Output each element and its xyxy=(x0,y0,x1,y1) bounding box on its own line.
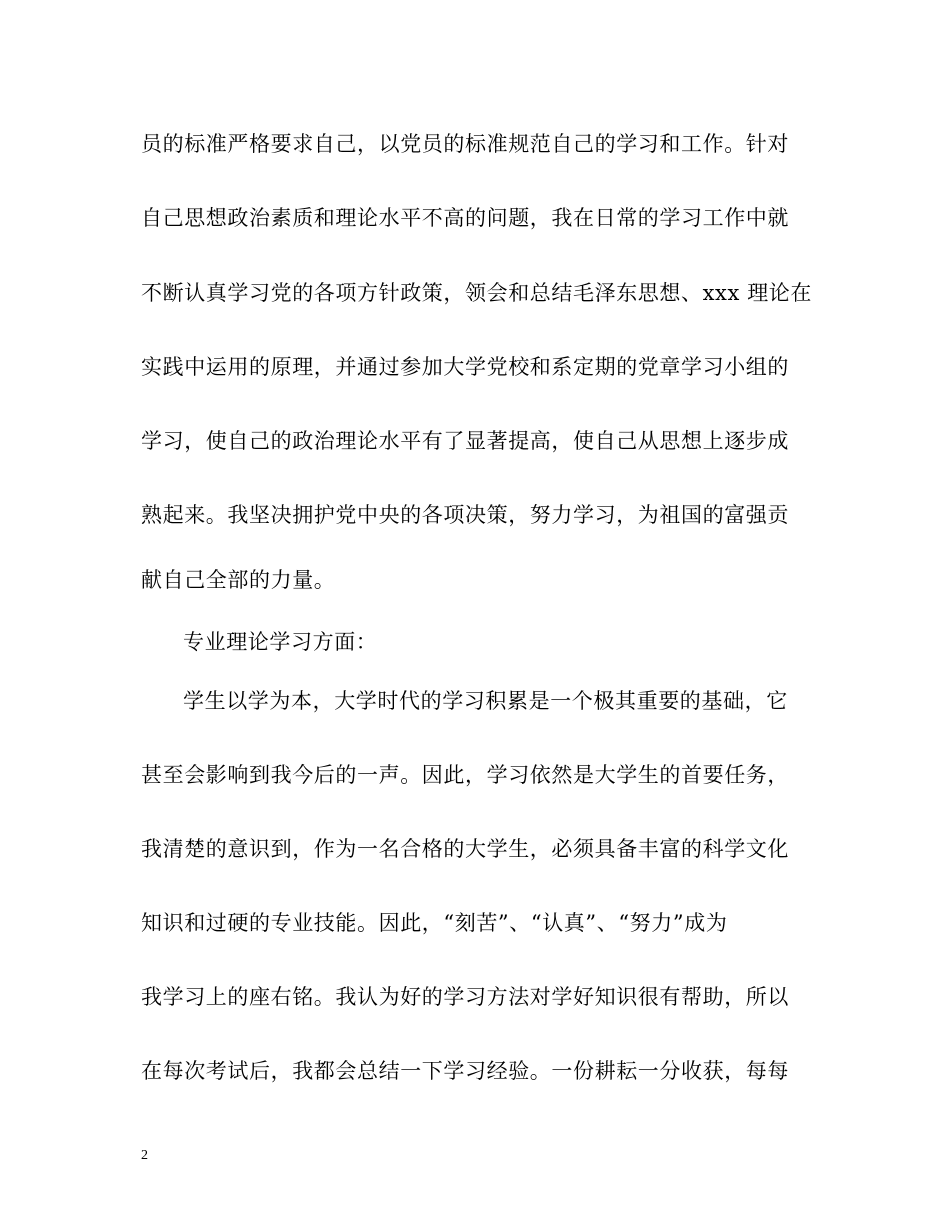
paragraph-line: 自己思想政治素质和理论水平不高的问题，我在日常的学习工作中就 xyxy=(141,206,789,230)
paragraph-line: 献自己全部的力量。 xyxy=(141,568,336,592)
paragraph-line: 熟起来。我坚决拥护党中央的各项决策，努力学习，为祖国的富强贡 xyxy=(141,503,789,527)
paragraph-line: 学生以学为本，大学时代的学习积累是一个极其重要的基础，它 xyxy=(183,689,788,713)
paragraph-line: 知识和过硬的专业技能。因此，“刻苦”、“认真”、“努力”成为 xyxy=(141,911,728,935)
paragraph-line: 学习，使自己的政治理论水平有了显著提高，使自己从思想上逐步成 xyxy=(141,429,789,453)
section-heading: 专业理论学习方面： xyxy=(183,630,378,654)
paragraph-line: 在每次考试后，我都会总结一下学习经验。一份耕耘一分收获，每每 xyxy=(141,1059,789,1083)
paragraph-line: 不断认真学习党的各项方针政策，领会和总结毛泽东思想、xxx 理论在 xyxy=(141,281,813,305)
paragraph-line: 甚至会影响到我今后的一声。因此，学习依然是大学生的首要任务， xyxy=(141,763,789,787)
paragraph-line: 我清楚的意识到，作为一名合格的大学生，必须具备丰富的科学文化 xyxy=(141,837,789,861)
paragraph-line: 实践中运用的原理，并通过参加大学党校和系定期的党章学习小组的 xyxy=(141,355,789,379)
paragraph-line: 我学习上的座右铭。我认为好的学习方法对学好知识很有帮助，所以 xyxy=(141,985,789,1009)
page-number: 2 xyxy=(141,1148,148,1163)
paragraph-line: 员的标准严格要求自己，以党员的标准规范自己的学习和工作。针对 xyxy=(141,132,789,156)
